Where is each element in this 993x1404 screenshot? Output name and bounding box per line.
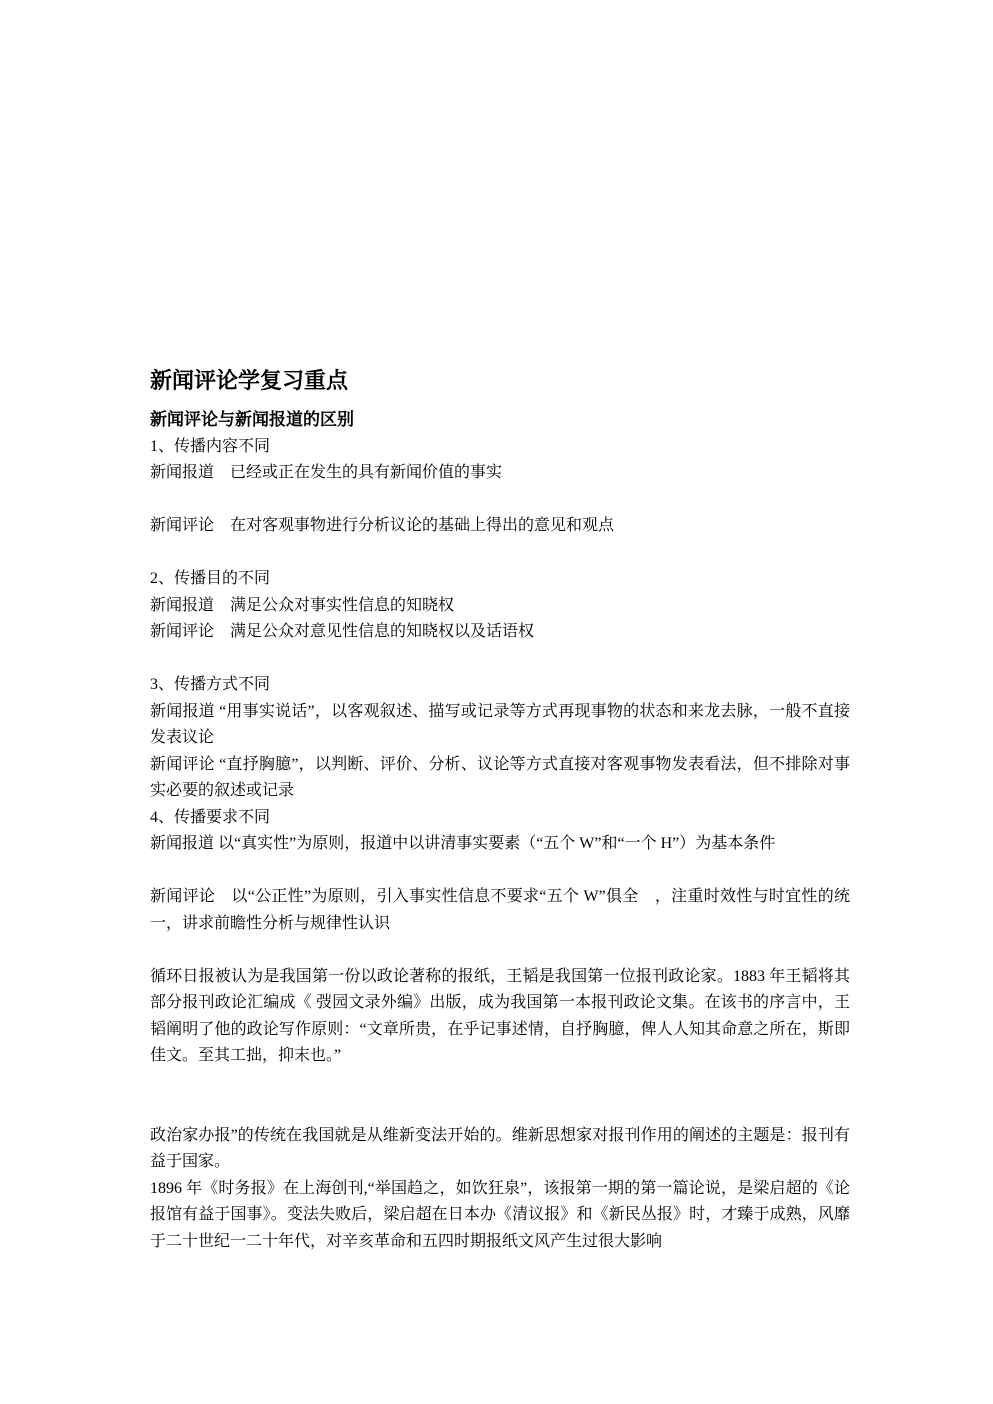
blank-line [150,1070,850,1097]
paragraph-point1-title: 1、传播内容不同 [150,437,271,455]
document-title: 新闻评论学复习重点 [150,368,349,393]
paragraph-point4-news-report: 新闻报道 以“真实性”为原则，报道中以讲清事实要素（“五个 W”和“一个 H”）为基本条件 [150,835,776,852]
blank-line [150,858,850,885]
paragraph-point2-title: 2、传播目的不同 [150,570,271,587]
paragraph-point3-title: 3、传播方式不同 [150,676,271,693]
section-heading: 新闻评论与新闻报道的区别 [150,410,354,429]
paragraph-point1-news-commentary: 新闻评论 在对客观事物进行分析议论的基础上得出的意见和观点 [150,517,615,534]
document-content [150,366,850,1255]
blank-line [150,646,850,673]
paragraph-point2-news-report: 新闻报道 满足公众对事实性信息的知晓权 [150,596,455,614]
paragraph-point3-news-commentary: 新闻评论 “直抒胸臆”，以判断、评价、分析、议论等方式直接对客观事物发表看法，但不排除对事实必要的叙述或记录 [150,755,850,799]
blank-line [150,487,850,514]
paragraph-point1-news-report: 新闻报道 已经或正在发生的具有新闻价值的事实 [150,464,503,481]
blank-line [150,937,850,964]
paragraph-point3-news-report: 新闻报道 “用事实说话”，以客观叙述、描写或记录等方式再现事物的状态和来龙去脉，一般不直接发表议论 [150,702,850,746]
paragraph-point4-title: 4、传播要求不同 [150,808,271,826]
paragraph-zhengzhijia-banbao: 政治家办报”的传统在我国就是从维新变法开始的。维新思想家对报刊作用的阐述的主题是：报刊有益于国家。 [150,1126,850,1170]
paragraph-xunhuan-ribao: 循环日报被认为是我国第一份以政论著称的报纸，王韬是我国第一位报刊政论家。1883 年王韬将其部分报刊政论汇编成《 弢园文录外编》出版，成为我国第一本报刊政论文集。在该书的序言中，王韬阐明了他的政论写作原则：“文章所贵，在乎记事述情，自抒胸臆，俾人人知其命意之所在，斯即佳文。至其工拙，抑末也。” [150,967,850,1064]
paragraph-point2-news-commentary: 新闻评论 满足公众对意见性信息的知晓权以及话语权 [150,623,535,640]
blank-line [150,1096,850,1123]
blank-line [150,540,850,567]
paragraph-shiwubao-1896: 1896 年《时务报》在上海创刊,“举国趋之，如饮狂泉”，该报第一期的第一篇论说，是梁启超的《论报馆有益于国事》。变法失败后，梁启超在日本办《清议报》和《新民丛报》时，才臻于成熟，风靡于二十世纪一二十年代，对辛亥革命和五四时期报纸文风产生过很大影响 [150,1179,850,1250]
paragraph-point4-news-commentary: 新闻评论 以“公正性”为原则，引入事实性信息不要求“五个 W”俱全 ，注重时效性与时宜性的统一，讲求前瞻性分析与规律性认识 [150,888,850,932]
